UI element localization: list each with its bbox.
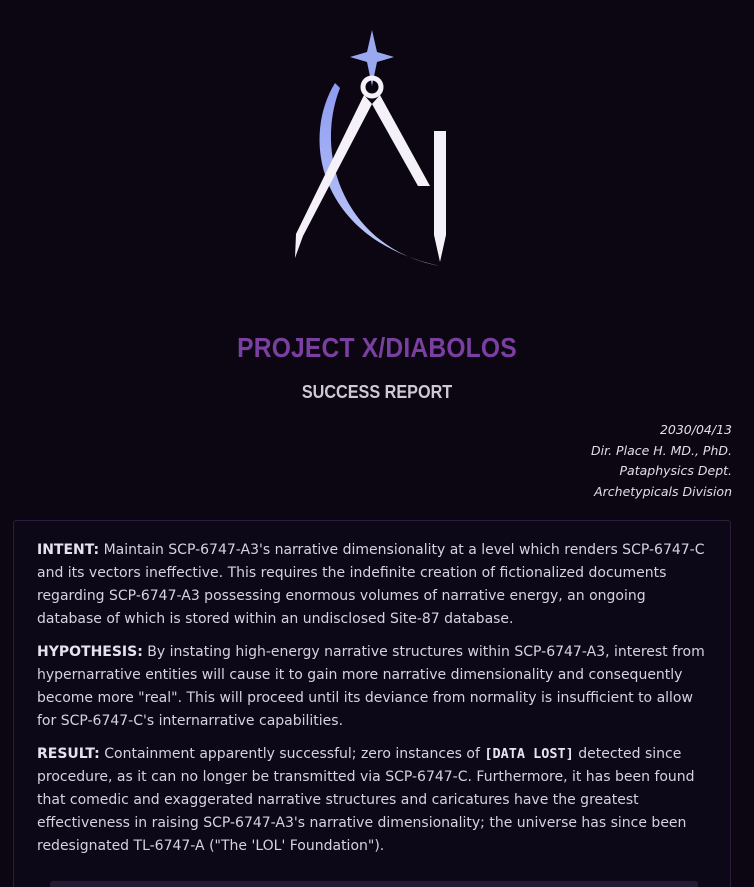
result-text-end: detected since procedure, as it can no longer be transmitted via SCP-6747-C. Furthermore, it has been found that comedic and exaggerated narrative structures and caricatures have the greatest effectiveness in raising SCP-6747-A3's narrative dimensionality; the universe has since been redesignated TL-6747-A ("The 'LOL' Foundation"). (37, 746, 695, 854)
report-panel (13, 520, 731, 887)
report-department: Pataphysics Dept. (619, 463, 732, 478)
result-text-start: Containment apparently successful; zero instances of (104, 746, 480, 762)
data-lost-code: [DATA LOST] (484, 746, 574, 762)
report-author: Dir. Place H. MD., PhD. (591, 442, 732, 458)
intent-text: Maintain SCP-6747-A3's narrative dimensionality at a level which renders SCP-6747-C and its vectors ineffective. This requires the indefinite creation of fictionalized documents regarding SCP-6747-A3 possessing enormous volumes of narrative energy, an ongoing database of which is stored within an undisclosed Site-87 database. (37, 542, 705, 627)
hypothesis-text: By instating high-energy narrative structures within SCP-6747-A3, interest from hypernarrative entities will cause it to gain more narrative dimensionality and consequently become more "real". This will proceed until its deviance from normality is insufficient to allow for SCP-6747-C's internarrative capabilities. (37, 644, 705, 729)
report-division: Archetypicals Division (594, 483, 732, 499)
hypothesis-paragraph (37, 641, 708, 733)
intent-paragraph (37, 539, 708, 631)
report-date: 2030/04/13 (659, 422, 732, 437)
hypothesis-label: HYPOTHESIS: (37, 644, 143, 660)
page-subtitle: SUCCESS REPORT (301, 382, 453, 402)
result-label: RESULT: (37, 746, 100, 762)
compass-star-logo-icon (0, 0, 754, 300)
intent-label: INTENT: (37, 542, 100, 558)
report-meta (591, 420, 732, 502)
page-title: PROJECT X/DIABOLOS (237, 332, 517, 363)
bottom-tab-bar (50, 881, 698, 887)
result-paragraph (37, 743, 708, 858)
